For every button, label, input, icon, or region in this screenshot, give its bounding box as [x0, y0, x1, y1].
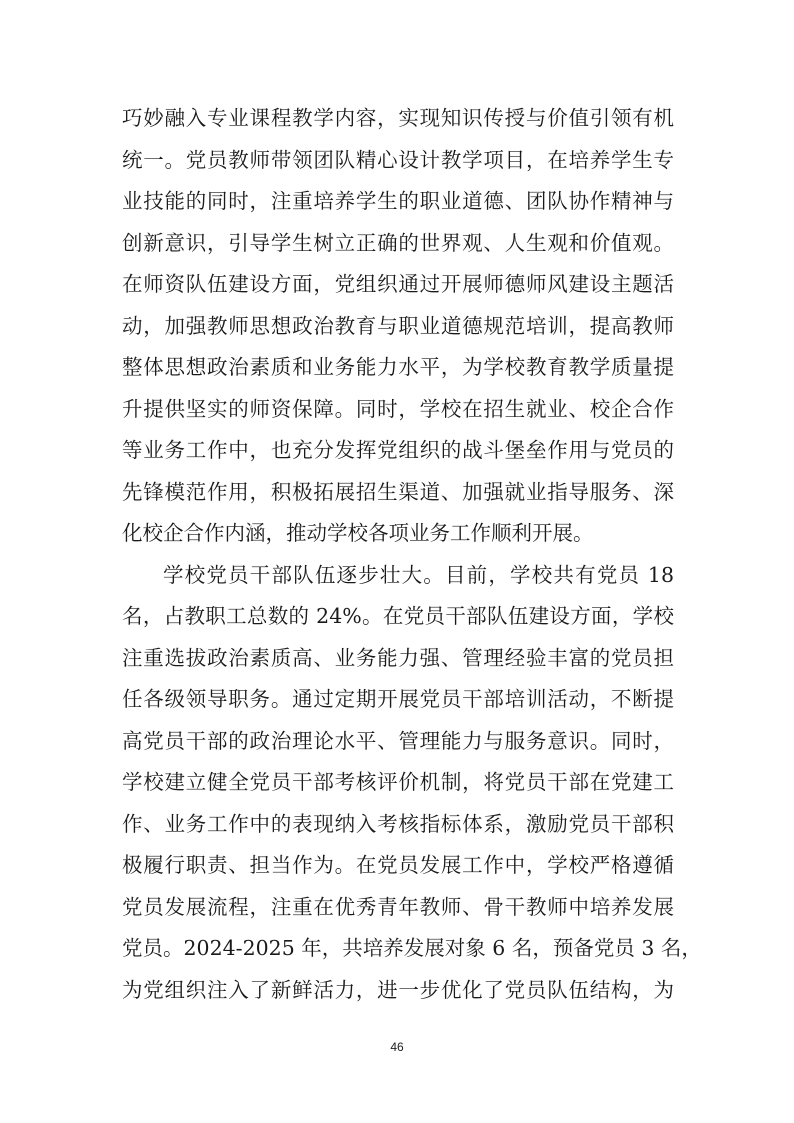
body-text-line: 先锋模范作用，积极拓展招生渠道、加强就业指导服务、深	[122, 480, 674, 504]
body-text-line: 创新意识，引导学生树立正确的世界观、人生观和价值观。	[122, 231, 674, 255]
body-text-line: 党员。2024-2025 年，共培养发展对象 6 名，预备党员 3 名，	[122, 936, 702, 960]
body-text-line: 为党组织注入了新鲜活力，进一步优化了党员队伍结构，为	[122, 978, 674, 1002]
body-text-line: 等业务工作中，也充分发挥党组织的战斗堡垒作用与党员的	[122, 438, 674, 462]
body-text-line: 作、业务工作中的表现纳入考核指标体系，激励党员干部积	[122, 812, 674, 836]
body-text-line: 党员发展流程，注重在优秀青年教师、骨干教师中培养发展	[122, 895, 674, 919]
body-text-line: 化校企合作内涵，推动学校各项业务工作顺利开展。	[122, 521, 594, 545]
body-text-line: 业技能的同时，注重培养学生的职业道德、团队协作精神与	[122, 189, 674, 213]
body-text-line: 在师资队伍建设方面，党组织通过开展师德师风建设主题活	[122, 272, 674, 296]
body-text-line: 统一。党员教师带领团队精心设计教学项目，在培养学生专	[122, 148, 674, 172]
body-text-line: 动，加强教师思想政治教育与职业道德规范培训，提高教师	[122, 314, 674, 338]
page-number: 46	[390, 1040, 404, 1054]
paragraph-first-line: 学校党员干部队伍逐步壮大。目前，学校共有党员 18	[163, 563, 674, 587]
body-text-line: 学校建立健全党员干部考核评价机制，将党员干部在党建工	[122, 770, 674, 794]
body-text-line: 注重选拔政治素质高、业务能力强、管理经验丰富的党员担	[122, 646, 674, 670]
body-text-line: 巧妙融入专业课程教学内容，实现知识传授与价值引领有机	[122, 106, 674, 130]
body-text-line: 名，占教职工总数的 24%。在党员干部队伍建设方面，学校	[122, 604, 674, 628]
body-text-line: 极履行职责、担当作为。在党员发展工作中，学校严格遵循	[122, 853, 674, 877]
body-text-line: 整体思想政治素质和业务能力水平，为学校教育教学质量提	[122, 355, 674, 379]
body-text-line: 高党员干部的政治理论水平、管理能力与服务意识。同时，	[122, 729, 674, 753]
body-text-line: 升提供坚实的师资保障。同时，学校在招生就业、校企合作	[122, 397, 674, 421]
body-text-line: 任各级领导职务。通过定期开展党员干部培训活动，不断提	[122, 687, 674, 711]
